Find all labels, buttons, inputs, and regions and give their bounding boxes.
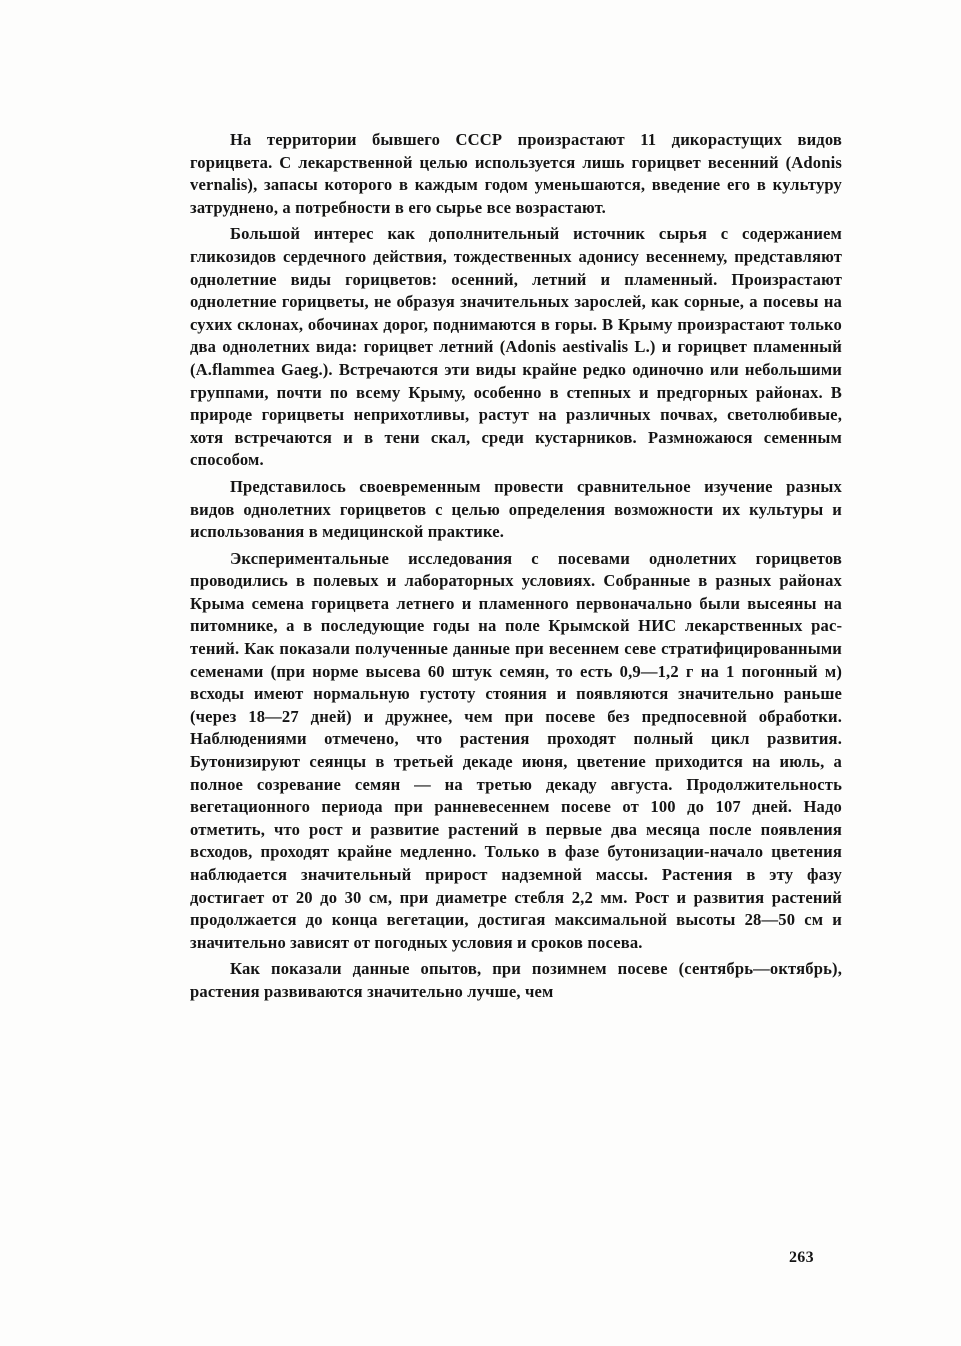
page-number: 263 bbox=[789, 1249, 814, 1266]
paragraph-2: Большой интерес как дополнительный источник сырья с содержанием гликозидов сердечного действия, тождественных адонису весеннему, представляют однолетние виды горицветов: осенний, летний и пламенный. Произрастают однолетние горицветы, не образуя значительных зарослей, как сорные, а посевы на сухих склонах, обочинах дорог, поднимаются в горы. В Крыму произрастают только два однолетних вида: горицвет летний (Adonis aestivalis L.) и горицвет пламенный (A.flammea Gaeg.). Встречаются эти виды крайне редко одиночно или небольшими группами, почти по всему Крыму, особенно в степных и предгорных районах. В природе горицветы неприхотливы, растут на различных почвах, светолюбивые, хотя встречаются и в тени скал, среди кустарников. Размножаюся семенным способом. bbox=[190, 224, 842, 470]
paragraph-3: Представилось своевременным провести сравнительное изучение разных видов однолетних горицветов с целью определения возможности их культуры и использования в медицинской практике. bbox=[190, 476, 842, 542]
paragraph-1: На территории бывшего СССР произрастают 11 дикорастущих видов горицвета. С лекарственной целью используется лишь горицвет весенний (Adonis vernalis), запасы которого в каждым годом уменьшаются, введение его в культуру затруднено, а потребности в его сырье все возрастают. bbox=[190, 130, 842, 217]
paragraph-5: Как показали данные опытов, при позимнем посеве (сентябрь—октябрь), растения развиваются значительно лучше, чем bbox=[190, 959, 842, 1001]
body-text bbox=[190, 129, 842, 1008]
paragraph-4: Экспериментальные исследования с посевами однолетних горицветов проводились в полевых и лабораторных условиях. Собранные в разных районах Крыма семена горицвета летнего и пламенного первоначально были высеяны на питомнике, а в последующие годы на поле Крымской НИС лекарственных растений. Как показали полученные данные при весеннем севе стратифицированными семенами (при норме высева 60 штук семян, то есть 0,9—1,2 г на 1 погонный м) всходы имеют нормальную густоту стояния и появляются значительно раньше (через 18—27 дней) и дружнее, чем при посеве без предпосевной обработки. Наблюдениями отмечено, что растения проходят полный цикл развития. Бутонизируют сеянцы в третьей декаде июня, цветение приходится на июль, а полное созревание семян — на третью декаду августа. Продолжительность вегетационного периода при ранневесеннем посеве от 100 до 107 дней. Надо отметить, что рост и развитие растений в первые два месяца после появления всходов, проходят крайне медленно. Только в фазе бутонизации-начало цветения наблюдается значительный прирост надземной массы. Растения в эту фазу достигает от 20 до 30 см, при диаметре стебля 2,2 мм. Рост и развития растений продолжается до конца вегетации, достигая максимальной высоты 28—50 см и значительно зависят от погодных условия и сроков посева. bbox=[190, 548, 842, 952]
